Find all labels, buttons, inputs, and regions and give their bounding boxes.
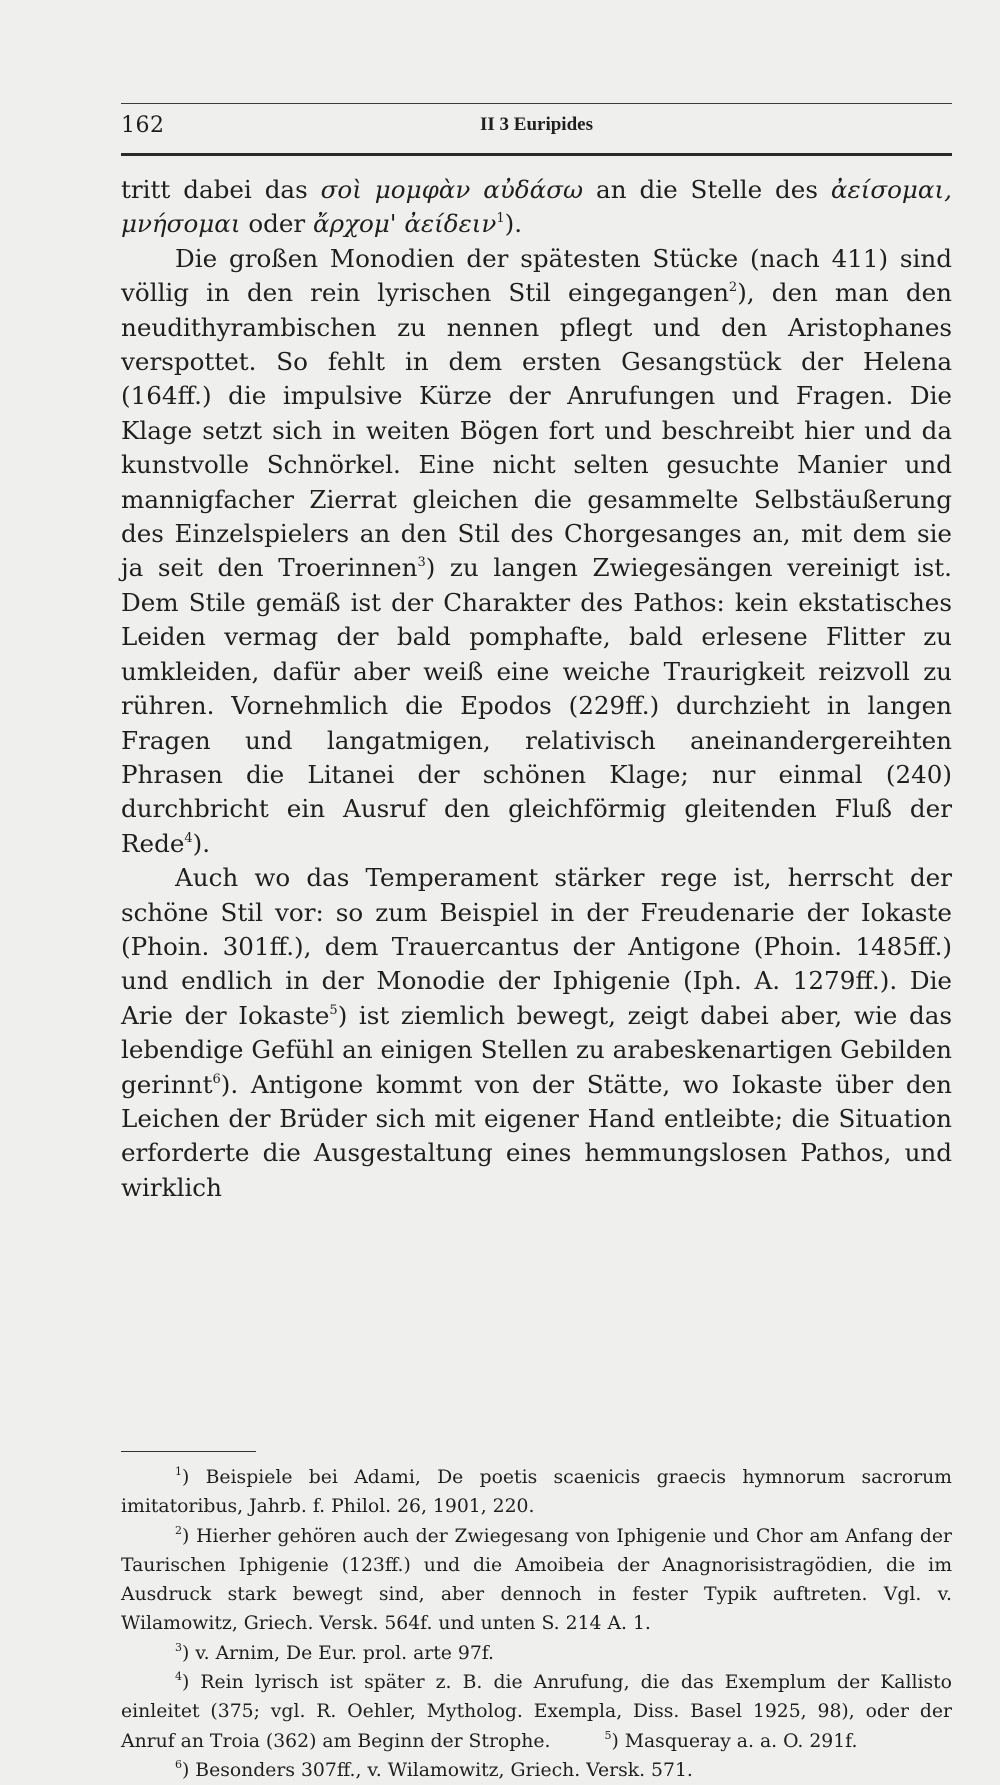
paragraph-1: tritt dabei das σοὶ μομφὰν αὐδάσω an die Stelle des ἀείσομαι, μνήσομαι oder ἄρχομ' ἀείδειν$^1$). [121,175,952,239]
footnote-mark: 1 [175,1465,182,1478]
footnote-ref: 4 [184,830,193,846]
footnote-ref: 3 [417,555,426,571]
footnote-1: $^1$) Beispiele bei Adami, De poetis scaenicis graecis hymnorum sacrorum imitatoribus, Jahrb. f. Philol. 26, 1901, 220. [121,1465,952,1518]
greek-phrase: σοὶ μομφὰν αὐδάσω [320,175,584,204]
footnote-ref: 2 [728,280,738,296]
greek-phrase: ἄρχομ' ἀείδειν [313,209,497,239]
footnote-6: $^6$) Besonders 307ff., v. Wilamowitz, Griech. Versk. 571. [175,1757,693,1781]
greek-phrase: ἀείσομαι, μνήσομαι [121,175,952,239]
running-head [121,113,952,147]
footnote-mark: 5 [604,1728,612,1742]
footnote-ref: 6 [212,1071,221,1087]
paragraph-3: Auch wo das Temperament stärker rege ist, herrscht der schöne Stil vor: so zum Beispiel in der Freudenarie der Iokaste (Phoin. 301ff.), dem Trauercantus der Antigone (Phoin. 1485ff.) und endlich in der Monodie der Iphigenie (Iph. A. 1279ff.). Die Arie der Iokaste$^5$) ist ziemlich bewegt, zeigt dabei aber, wie das lebendige Gefühl an einigen Stellen zu arabeskenartigen Gebilden gerinnt$^6$). Antigone kommt von der Stätte, wo Iokaste über den Leichen der Brüder sich mit eigener Hand entleibte; die Situation erforderte die Ausgestaltung eines hemmungslosen Pathos, und wirklich [121,863,952,1202]
page-number: 162 [121,113,165,138]
footnote-mark: 3 [175,1640,182,1654]
footnote-mark: 6 [175,1757,182,1771]
footnote-ref: 1 [496,211,505,227]
header-rule [121,153,952,156]
footnotes [121,1463,952,1785]
footnote-2: $^2$) Hierher gehören auch der Zwiegesang von Iphigenie und Chor am Anfang der Taurischen Iphigenie (123ff.) und die Amoibeia der Anagnorisistragödien, die im Ausdruck stark bewegt sind, aber dennoch in fester Typik auftreten. Vgl. v. Wilamowitz, Griech. Versk. 564f. und unten S. 214 A. 1. [121,1523,952,1635]
footnote-mark: 2 [175,1523,182,1537]
paragraph-2: Die großen Monodien der spätesten Stücke (nach 411) sind völlig in den rein lyrischen Stil eingegangen$^2$), den man den neudithyrambischen zu nennen pflegt und den Aristophanes verspottet. So fehlt in dem ersten Gesangstück der Helena (164ff.) die impulsive Kürze der Anrufungen und Fragen. Die Klage setzt sich in weiten Bögen fort und beschreibt hier und da kunstvolle Schnörkel. Eine nicht selten gesuchte Manier und mannigfacher Zierrat gleichen die gesammelte Selbstäußerung des Einzelspielers an den Stil des Chorgesanges an, mit dem sie ja seit den Troerinnen$^3$) zu langen Zwiegesängen vereinigt ist. Dem Stile gemäß ist der Charakter des Pathos: kein ekstatisches Leiden vermag der bald pomphafte, bald erlesene Flitter zu umkleiden, dafür aber weiß eine weiche Traurigkeit reizvoll zu rühren. Vornehmlich die Epodos (229ff.) durchzieht in langen Fragen und langatmigen, relativisch aneinandergereihten Phrasen die Litanei der schönen Klage; nur einmal (240) durchbricht ein Ausruf den gleichförmig gleitenden Fluß der Rede$^4$). [121,243,952,858]
footnote-5: ) Masqueray a. a. O. 291f. [611,1730,858,1752]
running-title: II 3 Euripides [480,114,593,135]
footnote-rule [121,1451,256,1452]
footnote-4: $^4$) Rein lyrisch ist später z. B. die Anrufung, die das Exemplum der Kallisto einleitet (375; vgl. R. Oehler, Mytholog. Exempla, Diss. Basel 1925, 98), oder der Anruf an Troia (362) am Beginn der Strophe. $^5$) Masqueray a. a. O. 291f. [121,1670,952,1752]
footnote-mark: 4 [175,1670,182,1684]
top-rule [121,103,952,104]
footnote-ref: 5 [329,1002,338,1018]
footnote-3: $^3$) v. Arnim, De Eur. prol. arte 97f. [175,1640,495,1664]
main-text [121,173,952,1205]
